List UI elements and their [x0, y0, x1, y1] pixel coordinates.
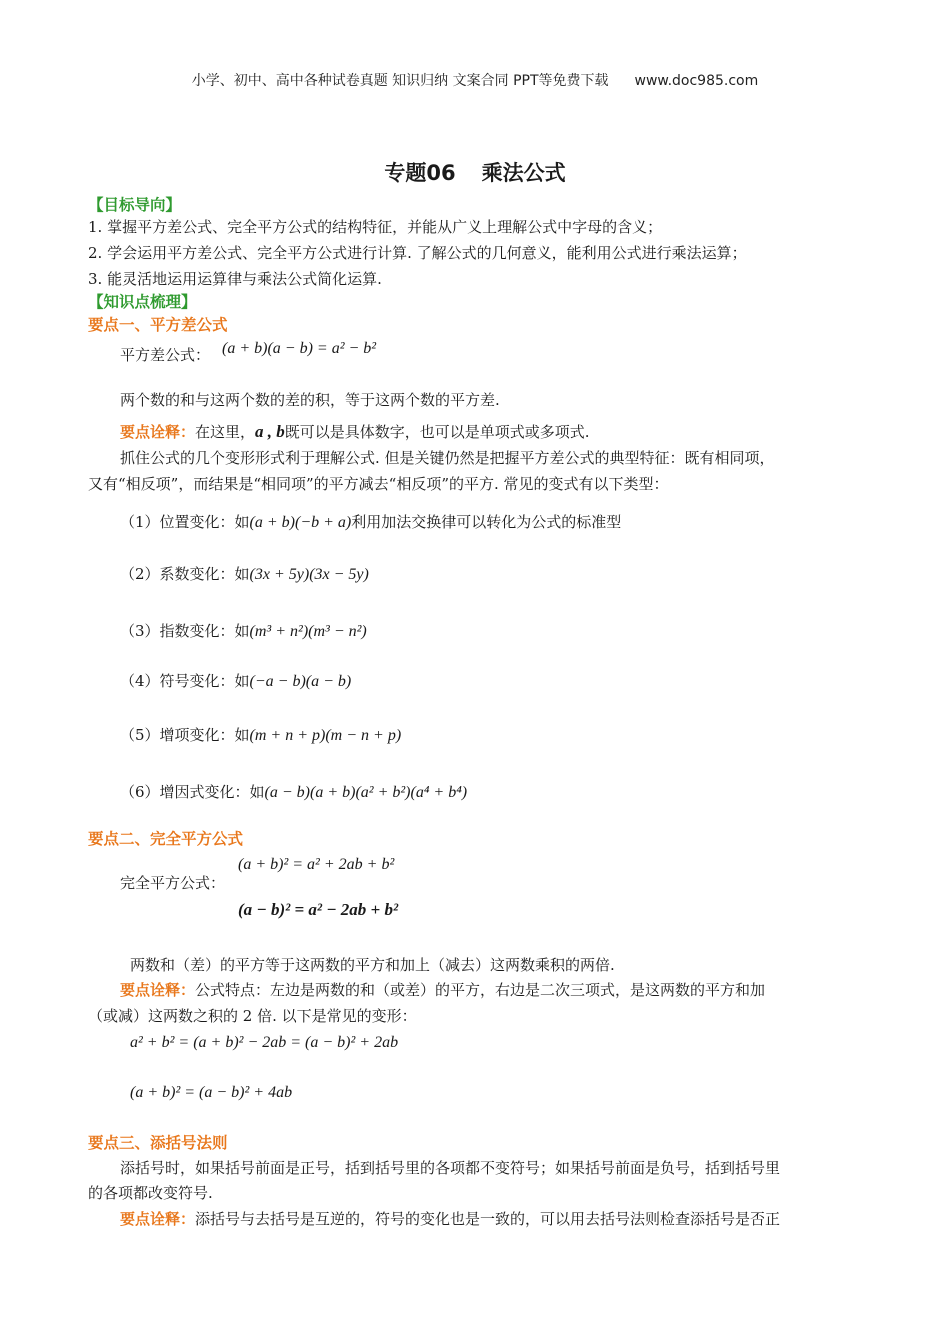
point2-desc: 两数和（差）的平方等于这两数的平方和加上（减去）这两数乘积的两倍.	[130, 956, 615, 974]
point1-para-line1: 抓住公式的几个变形形式利于理解公式. 但是关键仍然是把握平方差公式的典型特征：既有相同项，	[120, 449, 775, 467]
variant-3	[120, 621, 367, 642]
point1-formula: (a + b)(a − b) = a² − b²	[222, 340, 377, 357]
variant-6-expr: (a − b)(a + b)(a² + b²)(a⁴ + b⁴)	[264, 784, 468, 801]
point1-note-post: 既可以是具体数字，也可以是单项式或多项式.	[284, 423, 590, 441]
variant-6-label: （6）增因式变化：如	[120, 783, 265, 801]
goal-item-3: 3. 能灵活地运用运算律与乘法公式简化运算.	[88, 270, 382, 288]
point1-note-vars: a , b	[255, 422, 285, 441]
header-text: 小学、初中、高中各种试卷真题 知识归纳 文案合同 PPT等免费下载	[191, 73, 609, 89]
page-title	[0, 157, 950, 187]
variant-4-label: （4）符号变化：如	[120, 672, 250, 690]
variant-6	[120, 782, 467, 803]
point1-heading: 要点一、平方差公式	[88, 316, 228, 334]
title-sub: 乘法公式	[481, 161, 566, 185]
knowledge-heading: 【知识点梳理】	[88, 293, 197, 311]
point3-line2: 的各项都改变符号.	[88, 1184, 213, 1202]
goal-item-2: 2. 学会运用平方差公式、完全平方公式进行计算. 了解公式的几何意义，能利用公式进行乘法运算；	[88, 244, 747, 262]
variant-2-label: （2）系数变化：如	[120, 565, 250, 583]
variant-3-label: （3）指数变化：如	[120, 622, 250, 640]
point1-formula-label: 平方差公式：	[120, 346, 211, 364]
variant-4	[120, 671, 351, 692]
point1-note-pre: 在这里，	[195, 423, 256, 441]
point3-heading: 要点三、添括号法则	[88, 1134, 228, 1152]
point2-note-line2: （或减）这两数之积的 2 倍. 以下是常见的变形：	[88, 1007, 417, 1025]
point1-note-label: 要点诠释：	[120, 423, 196, 441]
point1-note	[120, 422, 590, 442]
goal-item-1: 1. 掌握平方差公式、完全平方公式的结构特征，并能从广义上理解公式中字母的含义；	[88, 218, 663, 236]
variant-5	[120, 725, 401, 746]
point1-para-line2: 又有“相反项”，而结果是“相同项”的平方减去“相反项”的平方. 常见的变式有以下类型：	[88, 475, 669, 493]
point3-note-text: 添括号与去括号是互逆的，符号的变化也是一致的，可以用去括号法则检查添括号是否正	[195, 1210, 781, 1228]
variant-4-expr: (−a − b)(a − b)	[249, 673, 352, 690]
variant-1-label: （1）位置变化：如	[120, 513, 250, 531]
variant-1-expr: (a + b)(−b + a)	[249, 514, 352, 531]
point2-derived1: a² + b² = (a + b)² − 2ab = (a − b)² + 2ab	[130, 1034, 399, 1051]
point3-note	[120, 1209, 780, 1229]
variant-2-expr: (3x + 5y)(3x − 5y)	[249, 566, 369, 583]
title-main: 专题06	[384, 161, 456, 185]
point2-formula1: (a + b)² = a² + 2ab + b²	[238, 856, 395, 873]
header-site[interactable]: www.doc985.com	[634, 73, 759, 89]
variant-1-suffix: 利用加法交换律可以转化为公式的标准型	[351, 513, 622, 531]
point3-line1: 添括号时，如果括号前面是正号，括到括号里的各项都不变符号；如果括号前面是负号，括到括号里	[120, 1159, 781, 1177]
variant-5-expr: (m + n + p)(m − n + p)	[249, 727, 402, 744]
point2-note-line1	[120, 980, 765, 1000]
point2-note-label: 要点诠释：	[120, 981, 196, 999]
point2-derived2: (a + b)² = (a − b)² + 4ab	[130, 1084, 293, 1101]
point2-heading: 要点二、完全平方公式	[88, 830, 244, 848]
variant-1	[120, 512, 621, 533]
variant-2	[120, 564, 369, 585]
point3-note-label: 要点诠释：	[120, 1210, 196, 1228]
page-header	[0, 70, 950, 90]
point1-desc: 两个数的和与这两个数的差的积，等于这两个数的平方差.	[120, 391, 500, 409]
variant-5-label: （5）增项变化：如	[120, 726, 250, 744]
point2-note-text: 公式特点：左边是两数的和（或差）的平方，右边是二次三项式，是这两数的平方和加	[195, 981, 766, 999]
point2-formula-label: 完全平方公式：	[120, 874, 226, 892]
variant-3-expr: (m³ + n²)(m³ − n²)	[249, 623, 367, 640]
point2-formula2: (a − b)² = a² − 2ab + b²	[238, 900, 399, 919]
goals-heading: 【目标导向】	[88, 196, 182, 214]
